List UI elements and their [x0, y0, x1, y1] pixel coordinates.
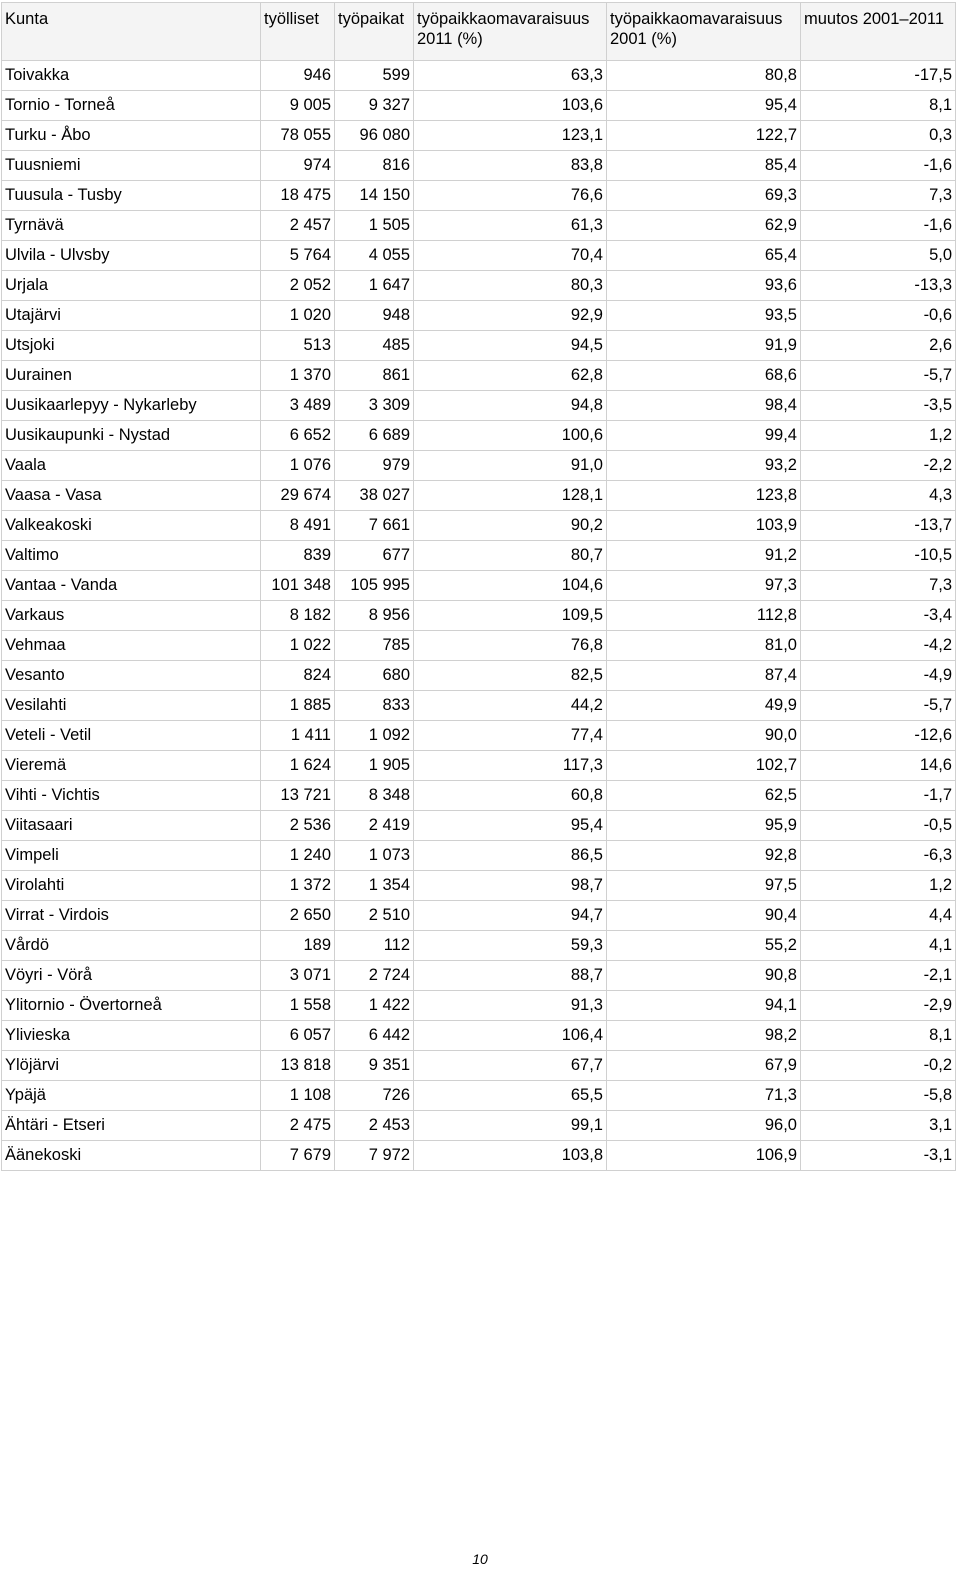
cell-tyopaikat: 2 724 [335, 961, 414, 991]
cell-omavaraisuus-2011: 106,4 [414, 1021, 607, 1051]
cell-muutos: -2,1 [801, 961, 956, 991]
cell-tyopaikat: 726 [335, 1081, 414, 1111]
cell-omavaraisuus-2001: 92,8 [607, 841, 801, 871]
cell-tyopaikat: 8 348 [335, 781, 414, 811]
table-row [2, 1081, 956, 1111]
table-row [2, 841, 956, 871]
cell-tyolliset: 13 721 [261, 781, 335, 811]
cell-muutos: 14,6 [801, 751, 956, 781]
cell-muutos: 4,1 [801, 931, 956, 961]
cell-muutos: 7,3 [801, 181, 956, 211]
cell-tyopaikat: 1 647 [335, 271, 414, 301]
table-row [2, 781, 956, 811]
cell-omavaraisuus-2001: 123,8 [607, 481, 801, 511]
table-row [2, 901, 956, 931]
cell-omavaraisuus-2001: 122,7 [607, 121, 801, 151]
cell-tyolliset: 1 411 [261, 721, 335, 751]
cell-kunta: Vaala [2, 451, 261, 481]
table-row [2, 541, 956, 571]
cell-kunta: Valkeakoski [2, 511, 261, 541]
cell-kunta: Ylivieska [2, 1021, 261, 1051]
table-row [2, 991, 956, 1021]
cell-tyolliset: 1 372 [261, 871, 335, 901]
cell-omavaraisuus-2001: 68,6 [607, 361, 801, 391]
cell-omavaraisuus-2011: 65,5 [414, 1081, 607, 1111]
cell-omavaraisuus-2011: 98,7 [414, 871, 607, 901]
cell-kunta: Uurainen [2, 361, 261, 391]
cell-muutos: 3,1 [801, 1111, 956, 1141]
table-row [2, 481, 956, 511]
cell-omavaraisuus-2011: 123,1 [414, 121, 607, 151]
cell-omavaraisuus-2011: 77,4 [414, 721, 607, 751]
cell-omavaraisuus-2011: 128,1 [414, 481, 607, 511]
cell-omavaraisuus-2001: 80,8 [607, 61, 801, 91]
table-row [2, 691, 956, 721]
cell-tyopaikat: 680 [335, 661, 414, 691]
table-row [2, 121, 956, 151]
cell-kunta: Vårdö [2, 931, 261, 961]
cell-tyolliset: 6 652 [261, 421, 335, 451]
cell-tyolliset: 29 674 [261, 481, 335, 511]
cell-tyopaikat: 38 027 [335, 481, 414, 511]
cell-omavaraisuus-2001: 97,3 [607, 571, 801, 601]
cell-omavaraisuus-2011: 94,5 [414, 331, 607, 361]
cell-tyopaikat: 599 [335, 61, 414, 91]
cell-tyolliset: 2 650 [261, 901, 335, 931]
cell-tyopaikat: 9 327 [335, 91, 414, 121]
table-row [2, 571, 956, 601]
header-omavaraisuus-2011: työpaikkaomavaraisuus 2011 (%) [414, 3, 607, 61]
cell-omavaraisuus-2011: 103,6 [414, 91, 607, 121]
header-tyolliset: työlliset [261, 3, 335, 61]
cell-omavaraisuus-2011: 91,0 [414, 451, 607, 481]
cell-tyopaikat: 8 956 [335, 601, 414, 631]
cell-muutos: -4,2 [801, 631, 956, 661]
cell-omavaraisuus-2011: 109,5 [414, 601, 607, 631]
cell-omavaraisuus-2011: 117,3 [414, 751, 607, 781]
cell-tyopaikat: 861 [335, 361, 414, 391]
cell-tyolliset: 1 022 [261, 631, 335, 661]
cell-tyolliset: 1 558 [261, 991, 335, 1021]
cell-omavaraisuus-2001: 69,3 [607, 181, 801, 211]
cell-tyolliset: 2 536 [261, 811, 335, 841]
cell-kunta: Vöyri - Vörå [2, 961, 261, 991]
cell-tyopaikat: 1 073 [335, 841, 414, 871]
cell-kunta: Uusikaupunki - Nystad [2, 421, 261, 451]
cell-muutos: -5,7 [801, 361, 956, 391]
header-muutos: muutos 2001–2011 [801, 3, 956, 61]
cell-tyolliset: 1 020 [261, 301, 335, 331]
cell-kunta: Vihti - Vichtis [2, 781, 261, 811]
cell-tyolliset: 2 475 [261, 1111, 335, 1141]
header-omavaraisuus-2001: työpaikkaomavaraisuus 2001 (%) [607, 3, 801, 61]
cell-omavaraisuus-2001: 93,2 [607, 451, 801, 481]
table-row [2, 631, 956, 661]
cell-omavaraisuus-2011: 76,6 [414, 181, 607, 211]
table-header-row [2, 3, 956, 61]
table-row [2, 871, 956, 901]
cell-tyolliset: 189 [261, 931, 335, 961]
cell-omavaraisuus-2011: 90,2 [414, 511, 607, 541]
cell-tyopaikat: 2 453 [335, 1111, 414, 1141]
cell-tyopaikat: 112 [335, 931, 414, 961]
cell-kunta: Tyrnävä [2, 211, 261, 241]
cell-kunta: Varkaus [2, 601, 261, 631]
cell-muutos: 1,2 [801, 421, 956, 451]
table-row [2, 511, 956, 541]
cell-muutos: 4,3 [801, 481, 956, 511]
cell-tyolliset: 1 370 [261, 361, 335, 391]
cell-omavaraisuus-2011: 99,1 [414, 1111, 607, 1141]
cell-omavaraisuus-2001: 93,5 [607, 301, 801, 331]
cell-omavaraisuus-2001: 90,4 [607, 901, 801, 931]
header-tyopaikat: työpaikat [335, 3, 414, 61]
cell-kunta: Uusikaarlepyy - Nykarleby [2, 391, 261, 421]
cell-muutos: -5,7 [801, 691, 956, 721]
cell-omavaraisuus-2011: 67,7 [414, 1051, 607, 1081]
cell-omavaraisuus-2001: 93,6 [607, 271, 801, 301]
cell-tyolliset: 1 624 [261, 751, 335, 781]
cell-omavaraisuus-2011: 88,7 [414, 961, 607, 991]
cell-tyopaikat: 105 995 [335, 571, 414, 601]
cell-muutos: -2,2 [801, 451, 956, 481]
table-row [2, 751, 956, 781]
cell-muutos: -0,2 [801, 1051, 956, 1081]
table-row [2, 601, 956, 631]
cell-omavaraisuus-2001: 91,9 [607, 331, 801, 361]
cell-omavaraisuus-2001: 103,9 [607, 511, 801, 541]
cell-tyopaikat: 485 [335, 331, 414, 361]
cell-tyolliset: 78 055 [261, 121, 335, 151]
cell-muutos: -2,9 [801, 991, 956, 1021]
cell-kunta: Turku - Åbo [2, 121, 261, 151]
cell-kunta: Ähtäri - Etseri [2, 1111, 261, 1141]
cell-muutos: -6,3 [801, 841, 956, 871]
table-row [2, 421, 956, 451]
cell-tyolliset: 18 475 [261, 181, 335, 211]
cell-tyopaikat: 14 150 [335, 181, 414, 211]
page-number: 10 [472, 1551, 488, 1567]
cell-omavaraisuus-2001: 71,3 [607, 1081, 801, 1111]
table-row [2, 271, 956, 301]
cell-omavaraisuus-2001: 90,0 [607, 721, 801, 751]
cell-tyolliset: 3 489 [261, 391, 335, 421]
cell-kunta: Virrat - Virdois [2, 901, 261, 931]
cell-omavaraisuus-2001: 55,2 [607, 931, 801, 961]
cell-kunta: Tornio - Torneå [2, 91, 261, 121]
cell-omavaraisuus-2011: 94,8 [414, 391, 607, 421]
cell-omavaraisuus-2011: 63,3 [414, 61, 607, 91]
table-row [2, 1021, 956, 1051]
cell-tyolliset: 839 [261, 541, 335, 571]
cell-tyolliset: 8 182 [261, 601, 335, 631]
cell-tyopaikat: 785 [335, 631, 414, 661]
cell-muutos: -3,1 [801, 1141, 956, 1171]
cell-tyopaikat: 1 092 [335, 721, 414, 751]
cell-omavaraisuus-2001: 49,9 [607, 691, 801, 721]
cell-kunta: Valtimo [2, 541, 261, 571]
cell-kunta: Tuusula - Tusby [2, 181, 261, 211]
cell-omavaraisuus-2001: 62,5 [607, 781, 801, 811]
cell-kunta: Viitasaari [2, 811, 261, 841]
cell-kunta: Vaasa - Vasa [2, 481, 261, 511]
cell-tyolliset: 1 885 [261, 691, 335, 721]
cell-muutos: -1,6 [801, 151, 956, 181]
cell-kunta: Urjala [2, 271, 261, 301]
cell-omavaraisuus-2011: 100,6 [414, 421, 607, 451]
cell-tyolliset: 2 052 [261, 271, 335, 301]
cell-kunta: Virolahti [2, 871, 261, 901]
table-row [2, 1111, 956, 1141]
table-row [2, 361, 956, 391]
cell-kunta: Ylitornio - Övertorneå [2, 991, 261, 1021]
cell-muutos: 0,3 [801, 121, 956, 151]
table-row [2, 811, 956, 841]
table-row [2, 181, 956, 211]
cell-tyolliset: 1 108 [261, 1081, 335, 1111]
table-row [2, 1051, 956, 1081]
cell-tyolliset: 974 [261, 151, 335, 181]
cell-omavaraisuus-2011: 62,8 [414, 361, 607, 391]
cell-kunta: Tuusniemi [2, 151, 261, 181]
cell-omavaraisuus-2001: 106,9 [607, 1141, 801, 1171]
cell-kunta: Ypäjä [2, 1081, 261, 1111]
cell-kunta: Toivakka [2, 61, 261, 91]
cell-muutos: 8,1 [801, 91, 956, 121]
cell-omavaraisuus-2011: 92,9 [414, 301, 607, 331]
cell-tyolliset: 13 818 [261, 1051, 335, 1081]
cell-omavaraisuus-2001: 98,2 [607, 1021, 801, 1051]
cell-tyolliset: 6 057 [261, 1021, 335, 1051]
table-row [2, 301, 956, 331]
cell-omavaraisuus-2011: 104,6 [414, 571, 607, 601]
cell-omavaraisuus-2011: 44,2 [414, 691, 607, 721]
cell-tyopaikat: 816 [335, 151, 414, 181]
cell-tyopaikat: 677 [335, 541, 414, 571]
cell-tyopaikat: 1 505 [335, 211, 414, 241]
cell-omavaraisuus-2011: 94,7 [414, 901, 607, 931]
table-row [2, 451, 956, 481]
cell-omavaraisuus-2011: 103,8 [414, 1141, 607, 1171]
cell-tyopaikat: 6 442 [335, 1021, 414, 1051]
cell-muutos: -10,5 [801, 541, 956, 571]
cell-omavaraisuus-2001: 99,4 [607, 421, 801, 451]
cell-muutos: -3,4 [801, 601, 956, 631]
cell-muutos: -0,5 [801, 811, 956, 841]
cell-omavaraisuus-2011: 83,8 [414, 151, 607, 181]
cell-omavaraisuus-2001: 91,2 [607, 541, 801, 571]
cell-tyopaikat: 1 354 [335, 871, 414, 901]
cell-tyolliset: 101 348 [261, 571, 335, 601]
cell-omavaraisuus-2011: 80,7 [414, 541, 607, 571]
table-row [2, 211, 956, 241]
cell-kunta: Äänekoski [2, 1141, 261, 1171]
cell-kunta: Vieremä [2, 751, 261, 781]
cell-muutos: 5,0 [801, 241, 956, 271]
cell-kunta: Vehmaa [2, 631, 261, 661]
cell-tyolliset: 3 071 [261, 961, 335, 991]
header-kunta: Kunta [2, 3, 261, 61]
cell-omavaraisuus-2011: 80,3 [414, 271, 607, 301]
cell-muutos: -1,7 [801, 781, 956, 811]
cell-kunta: Utsjoki [2, 331, 261, 361]
table-row [2, 391, 956, 421]
cell-kunta: Ulvila - Ulvsby [2, 241, 261, 271]
cell-omavaraisuus-2001: 81,0 [607, 631, 801, 661]
cell-muutos: -12,6 [801, 721, 956, 751]
cell-tyopaikat: 9 351 [335, 1051, 414, 1081]
cell-omavaraisuus-2001: 112,8 [607, 601, 801, 631]
cell-kunta: Veteli - Vetil [2, 721, 261, 751]
cell-kunta: Vesanto [2, 661, 261, 691]
cell-omavaraisuus-2011: 76,8 [414, 631, 607, 661]
table-row [2, 721, 956, 751]
cell-muutos: -13,7 [801, 511, 956, 541]
cell-tyolliset: 946 [261, 61, 335, 91]
cell-omavaraisuus-2011: 86,5 [414, 841, 607, 871]
cell-kunta: Ylöjärvi [2, 1051, 261, 1081]
cell-tyolliset: 1 076 [261, 451, 335, 481]
cell-omavaraisuus-2001: 67,9 [607, 1051, 801, 1081]
cell-tyolliset: 1 240 [261, 841, 335, 871]
cell-muutos: -1,6 [801, 211, 956, 241]
cell-tyolliset: 513 [261, 331, 335, 361]
cell-tyopaikat: 979 [335, 451, 414, 481]
cell-muutos: 8,1 [801, 1021, 956, 1051]
cell-muutos: -3,5 [801, 391, 956, 421]
cell-muutos: -13,3 [801, 271, 956, 301]
cell-omavaraisuus-2011: 61,3 [414, 211, 607, 241]
cell-omavaraisuus-2011: 82,5 [414, 661, 607, 691]
cell-omavaraisuus-2001: 95,4 [607, 91, 801, 121]
table-body [2, 61, 956, 1171]
cell-omavaraisuus-2011: 95,4 [414, 811, 607, 841]
cell-omavaraisuus-2011: 70,4 [414, 241, 607, 271]
cell-kunta: Utajärvi [2, 301, 261, 331]
municipality-table [1, 2, 956, 1171]
cell-tyopaikat: 7 972 [335, 1141, 414, 1171]
cell-tyopaikat: 3 309 [335, 391, 414, 421]
table-row [2, 331, 956, 361]
cell-muutos: 4,4 [801, 901, 956, 931]
cell-muutos: -17,5 [801, 61, 956, 91]
cell-tyopaikat: 6 689 [335, 421, 414, 451]
cell-kunta: Vimpeli [2, 841, 261, 871]
cell-tyopaikat: 2 419 [335, 811, 414, 841]
table-row [2, 1141, 956, 1171]
cell-tyopaikat: 2 510 [335, 901, 414, 931]
cell-tyolliset: 2 457 [261, 211, 335, 241]
cell-tyolliset: 9 005 [261, 91, 335, 121]
cell-omavaraisuus-2001: 87,4 [607, 661, 801, 691]
cell-muutos: 1,2 [801, 871, 956, 901]
cell-tyolliset: 7 679 [261, 1141, 335, 1171]
cell-omavaraisuus-2001: 85,4 [607, 151, 801, 181]
cell-muutos: 2,6 [801, 331, 956, 361]
cell-omavaraisuus-2011: 59,3 [414, 931, 607, 961]
cell-tyopaikat: 1 422 [335, 991, 414, 1021]
cell-muutos: -5,8 [801, 1081, 956, 1111]
cell-tyopaikat: 4 055 [335, 241, 414, 271]
table-row [2, 961, 956, 991]
cell-omavaraisuus-2001: 62,9 [607, 211, 801, 241]
cell-kunta: Vesilahti [2, 691, 261, 721]
cell-omavaraisuus-2011: 60,8 [414, 781, 607, 811]
cell-tyopaikat: 96 080 [335, 121, 414, 151]
cell-omavaraisuus-2011: 91,3 [414, 991, 607, 1021]
table-row [2, 241, 956, 271]
cell-tyopaikat: 7 661 [335, 511, 414, 541]
cell-muutos: -4,9 [801, 661, 956, 691]
cell-omavaraisuus-2001: 90,8 [607, 961, 801, 991]
cell-omavaraisuus-2001: 65,4 [607, 241, 801, 271]
table-row [2, 151, 956, 181]
cell-omavaraisuus-2001: 102,7 [607, 751, 801, 781]
table-row [2, 61, 956, 91]
cell-tyopaikat: 1 905 [335, 751, 414, 781]
cell-omavaraisuus-2001: 98,4 [607, 391, 801, 421]
cell-muutos: -0,6 [801, 301, 956, 331]
table-row [2, 931, 956, 961]
table-row [2, 661, 956, 691]
cell-kunta: Vantaa - Vanda [2, 571, 261, 601]
table-row [2, 91, 956, 121]
cell-tyopaikat: 833 [335, 691, 414, 721]
cell-tyolliset: 5 764 [261, 241, 335, 271]
cell-tyolliset: 824 [261, 661, 335, 691]
cell-omavaraisuus-2001: 95,9 [607, 811, 801, 841]
cell-omavaraisuus-2001: 96,0 [607, 1111, 801, 1141]
cell-tyopaikat: 948 [335, 301, 414, 331]
cell-omavaraisuus-2001: 94,1 [607, 991, 801, 1021]
cell-muutos: 7,3 [801, 571, 956, 601]
cell-omavaraisuus-2001: 97,5 [607, 871, 801, 901]
cell-tyolliset: 8 491 [261, 511, 335, 541]
